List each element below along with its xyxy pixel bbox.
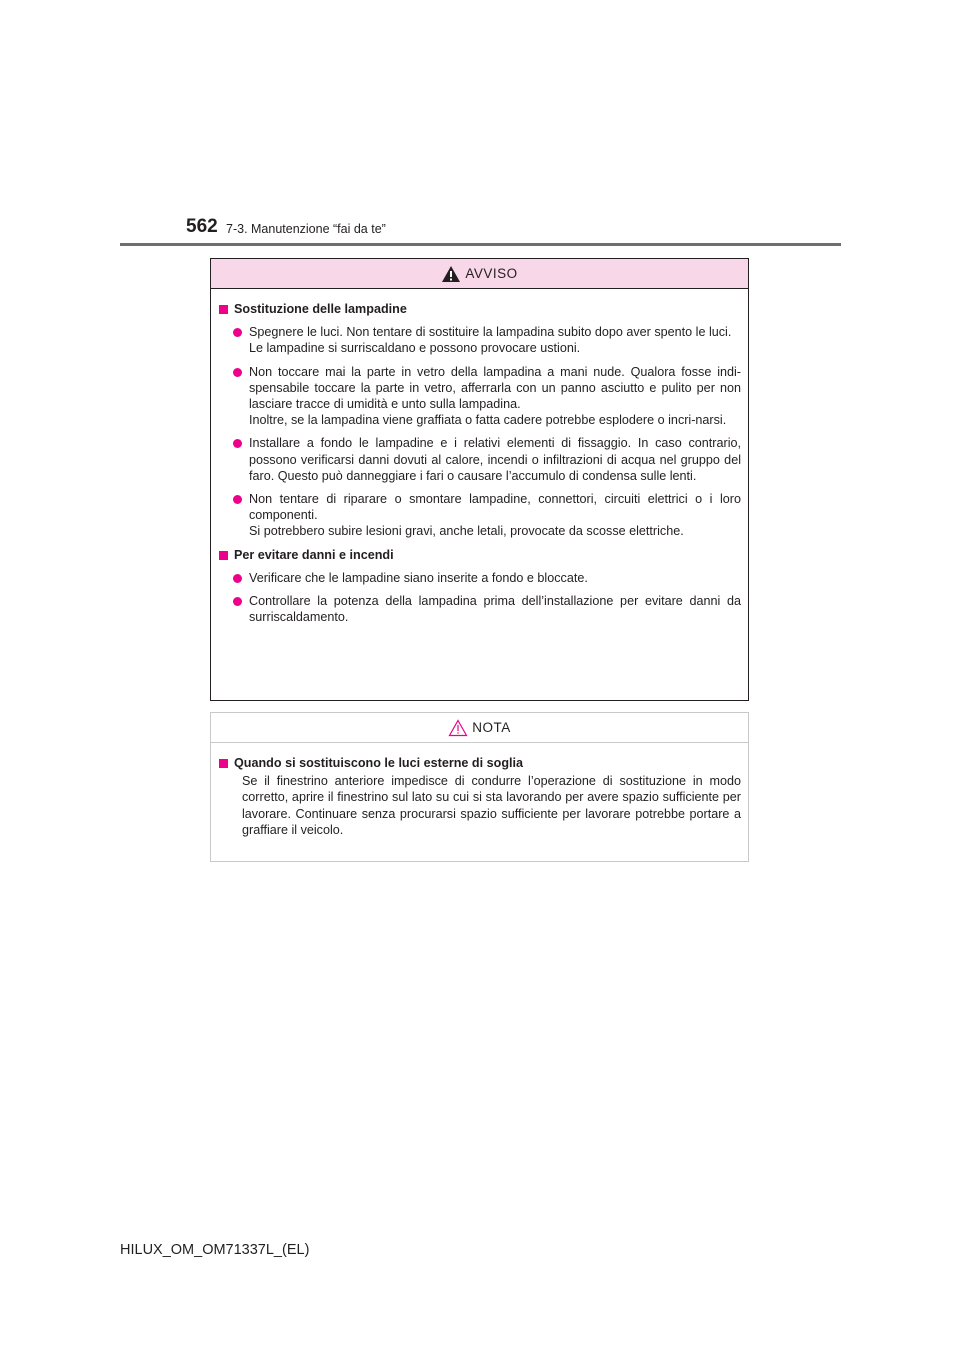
document-code: HILUX_OM_OM71337L_(EL) bbox=[120, 1242, 310, 1258]
warning-title: AVVISO bbox=[465, 266, 518, 281]
circle-bullet-icon bbox=[233, 574, 242, 583]
square-bullet-icon bbox=[219, 551, 228, 560]
list-item bbox=[218, 593, 741, 625]
note-body bbox=[211, 743, 748, 838]
list-item bbox=[218, 570, 741, 586]
circle-bullet-icon bbox=[233, 368, 242, 377]
list-item-text: Le lampadine si surriscaldano e possono provocare ustioni. bbox=[249, 341, 581, 356]
list-item-text: Non toccare mai la parte in vetro della lampadina a mani nude. Qualora fosse indi-spensabile toccare la parte in vetro, afferrarla con un panno asciutto e pulito per non lasciare tracce di umidità e unto sulla lampadina. bbox=[249, 364, 741, 412]
list-item-text: Non tentare di riparare o smontare lampadine, connettori, circuiti elettrici o i loro componenti. bbox=[249, 492, 741, 523]
list-item-text: Spegnere le luci. Non tentare di sostituire la lampadina subito dopo aver spento le luci. bbox=[249, 325, 732, 340]
circle-bullet-icon bbox=[233, 328, 242, 337]
note-section-heading bbox=[218, 755, 741, 771]
circle-bullet-icon bbox=[233, 597, 242, 606]
section-title: 7-3. Manutenzione “fai da te” bbox=[226, 222, 386, 236]
warning-section-title: Sostituzione delle lampadine bbox=[234, 302, 407, 316]
caution-triangle-outline-icon bbox=[448, 719, 468, 737]
list-item-text: Si potrebbero subire lesioni gravi, anche letali, provocate da scosse elettriche. bbox=[249, 524, 684, 539]
warning-header bbox=[211, 259, 748, 289]
page-number: 562 bbox=[186, 216, 218, 237]
warning-triangle-icon bbox=[441, 265, 461, 283]
list-item-text: Installare a fondo le lampadine e i relativi elementi di fissaggio. In caso contrario, possono verificarsi danni dovuti al calore, incendi o infiltrazioni di acqua nel gruppo del faro. Questo può danneggiare i fari o causare l’accumulo di condensa sulle lenti. bbox=[249, 436, 741, 483]
list-item bbox=[218, 364, 741, 429]
list-item bbox=[218, 324, 741, 356]
circle-bullet-icon bbox=[233, 439, 242, 448]
note-box bbox=[210, 712, 749, 862]
list-item-text: Verificare che le lampadine siano inserite a fondo e bloccate. bbox=[249, 570, 588, 585]
circle-bullet-icon bbox=[233, 495, 242, 504]
note-header bbox=[211, 713, 748, 743]
warning-body bbox=[211, 289, 748, 625]
list-item-text: Inoltre, se la lampadina viene graffiata o fatta cadere potrebbe esplodere o incri-narsi. bbox=[249, 413, 727, 428]
warning-section-heading bbox=[218, 547, 741, 563]
header-divider bbox=[120, 243, 841, 246]
list-item-text: Controllare la potenza della lampadina prima dell’installazione per evitare danni da surriscaldamento. bbox=[249, 594, 741, 625]
warning-box bbox=[210, 258, 749, 701]
warning-section-title: Per evitare danni e incendi bbox=[234, 547, 394, 562]
warning-section-heading bbox=[218, 301, 741, 317]
note-section-title: Quando si sostituiscono le luci esterne di soglia bbox=[234, 756, 524, 770]
square-bullet-icon bbox=[219, 759, 228, 768]
list-item bbox=[218, 435, 741, 484]
note-title: NOTA bbox=[472, 720, 511, 735]
list-item bbox=[218, 491, 741, 540]
note-text: Se il finestrino anteriore impedisce di condurre l’operazione di sostituzione in modo corretto, aprire il finestrino sul lato su cui si sta lavorando per avere spazio sufficiente per lavorare. Continuare senza procurarsi spazio sufficiente per lavorare potrebbe portare a graffiare il veicolo. bbox=[242, 774, 741, 837]
square-bullet-icon bbox=[219, 305, 228, 314]
